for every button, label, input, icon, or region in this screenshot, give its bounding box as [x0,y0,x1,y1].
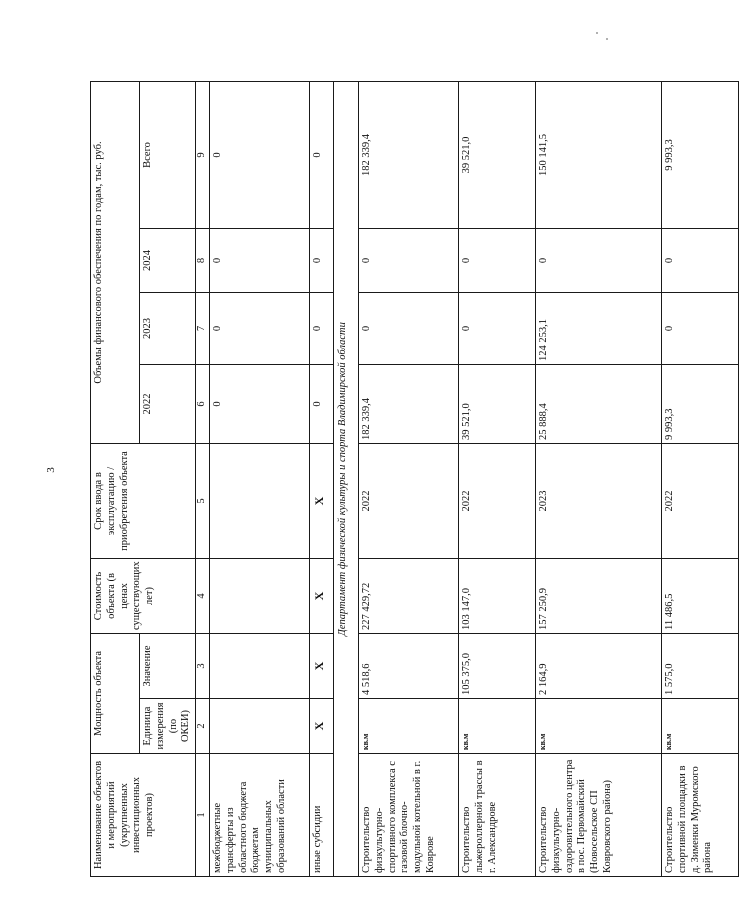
row-cost: X [309,559,333,634]
row-name: межбюджетные трансферты из областного бюджета бюджетам муниципальных образований области [209,754,309,877]
object-cost: 11 486,5 [661,559,738,634]
scan-speck [596,32,598,34]
object-2022: 9 993,3 [661,365,738,444]
header-funding: Объемы финансового обеспечения по годам, тыс. руб. [91,82,140,444]
department-row [333,82,358,877]
scan-speck [606,38,608,40]
object-term: 2022 [358,444,458,559]
object-total: 182 339,4 [358,82,458,229]
row-cost [209,559,309,634]
object-total: 9 993,3 [661,82,738,229]
object-value: 1 575,0 [661,634,738,699]
row-term [209,444,309,559]
object-2023: 0 [661,293,738,365]
object-name: Строительство лыжероллерной трассы в г. Александрове [458,754,535,877]
object-2022: 25 888,4 [535,365,661,444]
table-row [209,82,309,877]
header-2023: 2023 [140,293,196,365]
rotated-table-sheet [90,82,714,877]
object-2022: 182 339,4 [358,365,458,444]
object-2022: 39 521,0 [458,365,535,444]
row-term: X [309,444,333,559]
object-unit: кв.м [358,699,458,754]
object-2024: 0 [535,229,661,293]
object-total: 150 141,5 [535,82,661,229]
row-2024: 0 [309,229,333,293]
object-value: 2 164,9 [535,634,661,699]
object-name: Строительство физкультурно-спортивного комплекса с газовой блочно-модульной котельной в г. Коврове [358,754,458,877]
row-total: 0 [309,82,333,229]
row-name: иные субсидии [309,754,333,877]
object-term: 2022 [661,444,738,559]
header-cost: Стоимость объекта (в ценах существующих лет) [91,559,196,634]
header-unit: Единица измерения (по ОКЕИ) [140,699,196,754]
table-row [309,82,333,877]
row-unit: X [309,699,333,754]
investment-table [90,81,739,877]
object-2023: 124 253,1 [535,293,661,365]
table-row [358,82,458,877]
object-value: 4 518,6 [358,634,458,699]
row-2022: 0 [209,365,309,444]
table-row [458,82,535,877]
row-unit [209,699,309,754]
object-term: 2022 [458,444,535,559]
column-number-row [196,82,210,877]
object-name: Строительство спортивной площадки в д. Зименки Муромского района [661,754,738,877]
department-title: Департамент физической культуры и спорта Владимирской области [333,82,358,877]
object-cost: 227 429,72 [358,559,458,634]
object-cost: 157 250,9 [535,559,661,634]
col-number: 4 [196,559,210,634]
object-unit: кв.м [661,699,738,754]
object-2023: 0 [458,293,535,365]
col-number: 1 [196,754,210,877]
header-name: Наименование объектов и мероприятий (укрупненных инвестиционных проектов) [91,754,196,877]
row-2023: 0 [209,293,309,365]
header-2024: 2024 [140,229,196,293]
row-2024: 0 [209,229,309,293]
row-value: X [309,634,333,699]
object-2024: 0 [661,229,738,293]
object-total: 39 521,0 [458,82,535,229]
header-2022: 2022 [140,365,196,444]
col-number: 3 [196,634,210,699]
object-cost: 103 147,0 [458,559,535,634]
header-capacity: Мощность объекта [91,634,140,754]
object-unit: кв.м [458,699,535,754]
object-term: 2023 [535,444,661,559]
col-number: 6 [196,365,210,444]
table-frame [90,82,714,877]
page-number: 3 [44,467,57,473]
object-2024: 0 [458,229,535,293]
object-unit: кв.м [535,699,661,754]
col-number: 8 [196,229,210,293]
object-value: 105 375,0 [458,634,535,699]
col-number: 9 [196,82,210,229]
col-number: 7 [196,293,210,365]
header-value: Значение [140,634,196,699]
object-name: Строительство физкультурно-оздоровительного центра в пос. Первомайский (Новосельское СП Ковровского района) [535,754,661,877]
col-number: 5 [196,444,210,559]
row-2022: 0 [309,365,333,444]
row-2023: 0 [309,293,333,365]
table-row [535,82,661,877]
row-value [209,634,309,699]
object-2023: 0 [358,293,458,365]
header-total: Всего [140,82,196,229]
table-row [661,82,738,877]
object-2024: 0 [358,229,458,293]
header-term: Срок ввода в эксплуатацию / приобретения объекта [91,444,196,559]
row-total: 0 [209,82,309,229]
col-number: 2 [196,699,210,754]
